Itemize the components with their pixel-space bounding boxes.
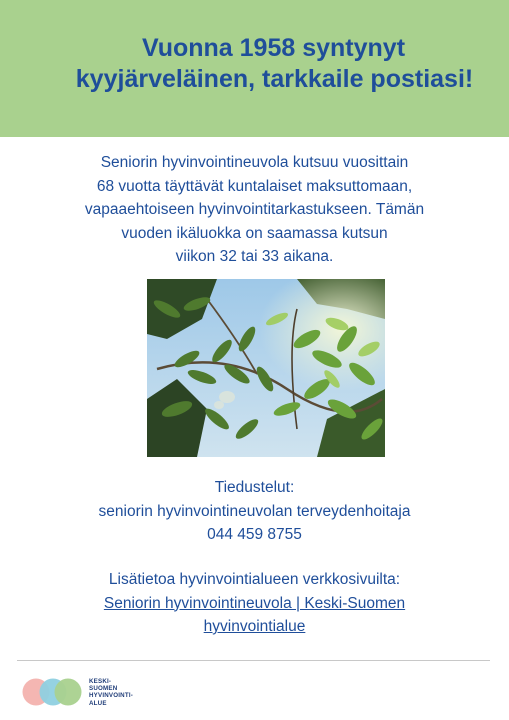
more-info [0, 568, 509, 639]
contact-phone[interactable]: 044 459 8755 [207, 526, 302, 543]
title-line-2: kyyjärveläinen, tarkkaile postiasi! [75, 65, 474, 93]
intro-line: viikon 32 tai 33 aikana. [175, 248, 334, 265]
intro-line: vuoden ikäluokka on saamassa kutsun [121, 224, 388, 242]
logo-line: ALUE [89, 699, 107, 707]
logo-line: SUOMEN [89, 685, 118, 693]
keski-suomen-hyvinvointialue-logo [22, 677, 162, 709]
intro-paragraph [0, 151, 509, 269]
link-line-1[interactable]: Seniorin hyvinvointineuvola | Keski-Suomen [103, 594, 406, 612]
logo-line: KESKI- [89, 678, 112, 685]
contact-role: seniorin hyvinvointineuvolan terveydenhoitaja [98, 502, 411, 520]
more-info-intro: Lisätietoa hyvinvointialueen verkkosivuilta: [108, 571, 401, 588]
leaf-canopy-photo [147, 279, 385, 457]
logo-line: HYVINVOINTI- [89, 692, 133, 700]
seniorin-hyvinvointineuvola-link[interactable] [0, 592, 509, 639]
link-line-2[interactable]: hyvinvointialue [203, 618, 306, 635]
intro-line: vapaaehtoiseen hyvinvointitarkastukseen. Tämän [84, 201, 425, 218]
title-line-1: Vuonna 1958 syntynyt [141, 34, 406, 62]
intro-line: 68 vuotta täyttävät kuntalaiset maksuttomaan, [96, 177, 413, 195]
intro-line: Seniorin hyvinvointineuvola kutsuu vuosittain [100, 154, 409, 171]
contact-info [0, 476, 509, 547]
logo-mark-icon [22, 677, 84, 707]
contact-heading: Tiedustelut: [214, 479, 295, 496]
page-title [0, 33, 509, 95]
logo-text [89, 678, 133, 707]
footer-divider [17, 660, 490, 661]
